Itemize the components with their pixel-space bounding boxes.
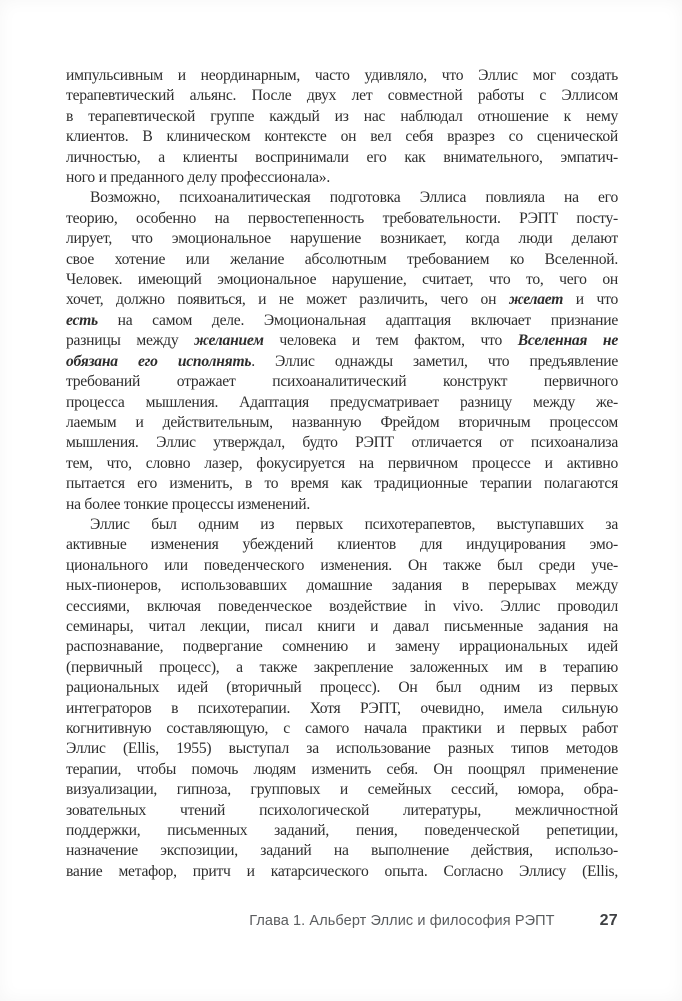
text-run: клиентов. В клиническом контексте он вел себя вразрез со сценической [66,128,618,146]
text-line [66,617,618,637]
text-line [66,188,618,208]
text-run: сессиями, включая поведенческое воздействие in vivo. Эллис проводил [66,597,618,615]
text-line [66,801,618,821]
text-line [66,107,618,127]
text-line [66,148,618,168]
text-run: (первичный процесс), а также закрепление заложенных им в терапию [66,658,618,676]
text-line [66,290,618,310]
text-line [66,229,618,249]
paragraph [66,188,618,515]
text-run: лаемым и действительным, названную Фрейдом вторичным процессом [66,413,618,431]
text-line [66,127,618,147]
page-number: 27 [599,912,618,929]
text-run: Человек. имеющий эмоциональное нарушение, считает, что то, чего он [66,271,618,289]
text-line [66,699,618,719]
emphasis-run: обязана его исполнять [66,352,252,370]
text-run: импульсивным и неординарным, часто удивляло, что Эллис мог создать [66,67,618,84]
text-line [66,658,618,678]
text-run: поддержки, письменных заданий, пения, поведенческой репетиции, [66,822,618,840]
text-run: на более тонкие процессы изменений. [66,495,311,513]
text-run: ционального или поведенческого изменения. Он также был среди уче- [66,556,618,574]
text-line [66,66,618,86]
page-body [66,66,618,882]
text-line [66,678,618,698]
text-line [66,495,618,515]
emphasis-run: Вселенная не [517,332,618,350]
text-run: терапевтический альянс. После двух лет совместной работы с Эллисом [66,87,618,105]
text-line [66,780,618,800]
text-run: тем, что, словно лазер, фокусируется на первичном процессе и активно [66,454,618,472]
text-run: рациональных идей (вторичный процесс). Он был одним из первых [66,679,618,697]
text-run: и что [563,291,619,309]
text-run: Эллис был одним из первых психотерапевтов, выступавших за [90,515,618,533]
text-line [66,556,618,576]
text-line [66,413,618,433]
text-line [66,250,618,270]
text-line [66,331,618,351]
text-line [66,637,618,657]
text-run: . Эллис однажды заметил, что предъявление [251,352,619,370]
text-run: Возможно, психоаналитическая подготовка Эллиса повлияла на его [90,189,618,207]
text-run: требований отражает психоаналитический конструкт первичного [66,373,618,391]
text-run: свое хотение или желание абсолютным требованием ко Вселенной. [66,250,618,268]
text-run: Эллис (Ellis, 1955) выступал за использование разных типов методов [66,740,618,758]
chapter-footer-label: Глава 1. Альберт Эллис и философия РЭПТ [249,913,555,929]
text-run: в терапевтической группе каждый из нас наблюдал отношение к нему [66,107,618,125]
text-run: назначение экспозиции, заданий на выполнение действия, использо- [66,842,618,860]
text-line [66,841,618,861]
text-run: вание метафор, притч и катарсического опыта. Согласно Эллису (Ellis, [66,862,618,880]
text-line [66,760,618,780]
text-run: теорию, особенно на первостепенность требовательности. РЭПТ посту- [66,209,618,227]
text-line [66,86,618,106]
text-line [66,372,618,392]
text-run: процесса мышления. Адаптация предусматривает разницу между же- [66,393,618,411]
text-line [66,474,618,494]
emphasis-run: есть [66,311,98,329]
text-run: хочет, должно появиться, и не может различить, чего он [66,291,509,309]
paragraph [66,66,618,188]
text-run: распознавание, подвергание сомнению и замену иррациональных идей [66,638,618,656]
text-run: на самом деле. Эмоциональная адаптация включает признание [97,311,618,329]
text-line [66,352,618,372]
text-run: семинары, читал лекции, писал книги и давал письменные задания на [66,617,618,635]
text-line [66,535,618,555]
text-run: когнитивную составляющую, с самого начала практики и первых работ [66,720,618,737]
text-run: интеграторов в психотерапии. Хотя РЭПТ, очевидно, имела сильную [66,699,618,717]
text-line [66,168,618,188]
text-run: разницы между [66,332,195,350]
text-run: визуализации, гипноза, групповых и семейных сессий, юмора, обра- [66,781,618,799]
text-line [66,739,618,759]
text-run: терапии, чтобы помочь людям изменить себя. Он поощрял применение [66,760,618,778]
emphasis-run: желанием [194,332,264,350]
text-line [66,311,618,331]
text-run: личностью, а клиенты воспринимали его как внимательного, эмпатич- [66,148,618,166]
text-line [66,821,618,841]
text-run: человека и тем фактом, что [263,332,518,350]
text-run: лирует, что эмоциональное нарушение возникает, когда люди делают [66,230,618,248]
text-line [66,209,618,229]
text-line [66,719,618,739]
text-line [66,515,618,535]
text-line [66,597,618,617]
text-run: активные изменения убеждений клиентов для индуцирования эмо- [66,536,618,554]
text-run: ных-пионеров, использовавших домашние задания в перерывах между [66,577,618,595]
text-run: пытается его изменить, в то время как традиционные терапии полагаются [66,475,618,493]
text-run: зовательных чтений психологической литературы, межличностной [66,801,618,819]
text-line [66,393,618,413]
text-run: ного и преданного делу профессионала». [66,169,330,187]
text-line [66,576,618,596]
page-footer [66,912,618,930]
text-line [66,270,618,290]
text-line [66,433,618,453]
text-line [66,862,618,882]
paragraph [66,515,618,882]
emphasis-run: желает [508,291,564,309]
text-run: мышления. Эллис утверждал, будто РЭПТ отличается от психоанализа [66,434,618,452]
text-line [66,454,618,474]
